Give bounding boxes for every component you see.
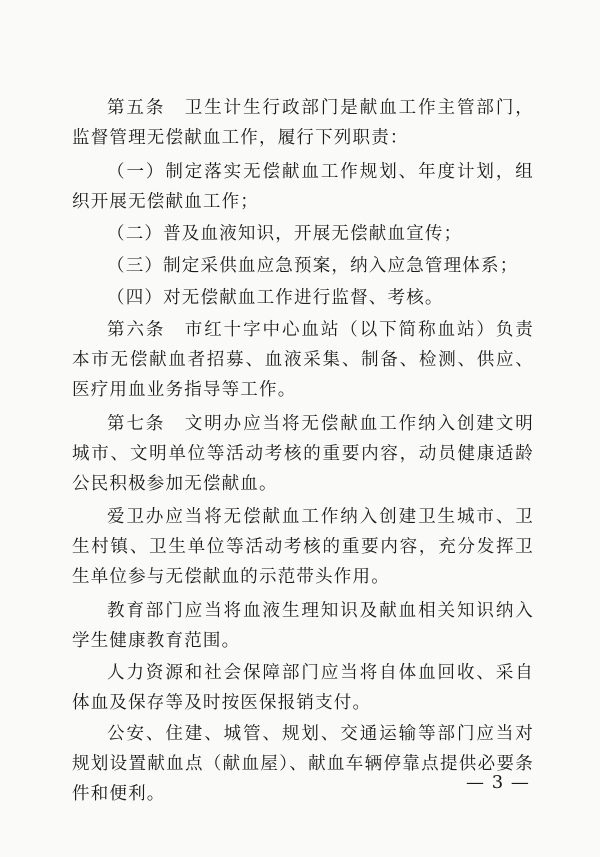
article-7-intro: 第七条 文明办应当将无偿献血工作纳入创建文明城市、文明单位等活动考核的重要内容，动员健康适龄公民积极参加无偿献血。 [72, 414, 534, 494]
article-5-item-2: （二）普及血液知识，开展无偿献血宣传； [107, 224, 463, 244]
article-6: 第六条 市红十字中心血站（以下简称血站）负责本市无偿献血者招募、血液采集、制备、检测、供应、医疗用血业务指导等工作。 [72, 320, 534, 400]
article-7-paragraph-1: 爱卫办应当将无偿献血工作纳入创建卫生城市、卫生村镇、卫生单位等活动考核的重要内容，充分发挥卫生单位参与无偿献血的示范带头作用。 [72, 507, 534, 587]
article-5-item-3: （三）制定采供血应急预案，纳入应急管理体系； [107, 256, 519, 276]
article-7-paragraph-3: 人力资源和社会保障部门应当将自体血回收、采自体血及保存等及时按医保报销支付。 [72, 663, 534, 713]
article-7-paragraph-4: 公安、住建、城管、规划、交通运输等部门应当对规划设置献血点（献血屋）、献血车辆停靠点提供必要条件和便利。 [72, 724, 534, 804]
article-5-item-1: （一）制定落实无偿献血工作规划、年度计划，组织开展无偿献血工作； [72, 162, 534, 212]
article-7-paragraph-2: 教育部门应当将血液生理知识及献血相关知识纳入学生健康教育范围。 [72, 601, 534, 651]
article-5-item-4: （四）对无偿献血工作进行监督、考核。 [107, 288, 444, 308]
article-5-intro: 第五条 卫生计生行政部门是献血工作主管部门，监督管理无偿献血工作，履行下列职责： [72, 98, 534, 148]
page-number: — 3 — [466, 772, 530, 793]
